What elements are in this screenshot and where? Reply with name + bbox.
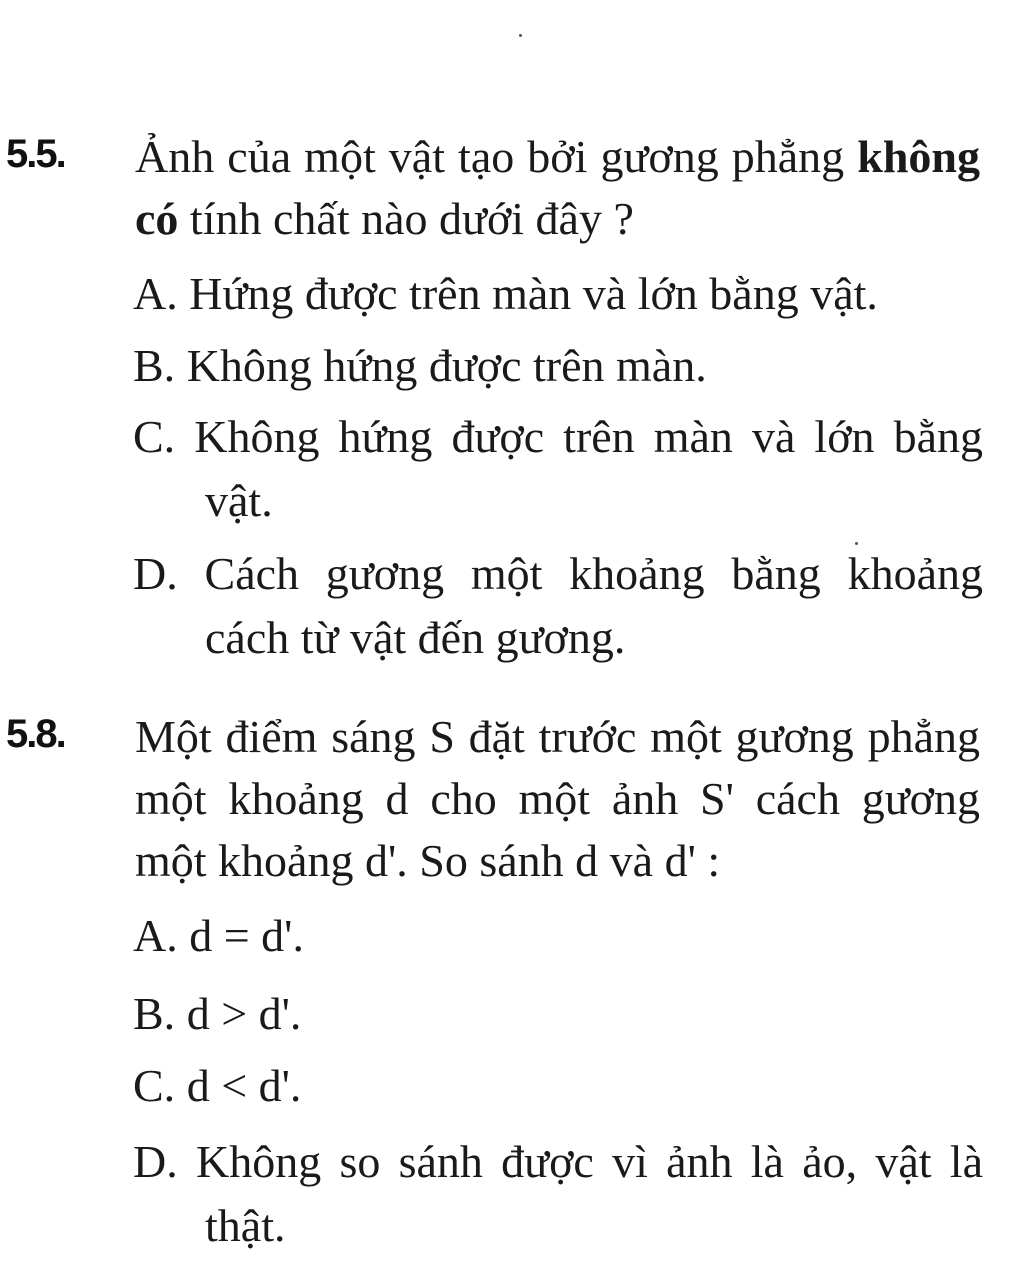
option-a bbox=[133, 904, 983, 968]
option-c bbox=[133, 1054, 983, 1118]
option-text: Không hứng được trên màn và lớn bằng vật. bbox=[194, 411, 983, 526]
option-d bbox=[133, 542, 983, 670]
option-text: d < d'. bbox=[186, 1060, 302, 1111]
option-letter: D. bbox=[133, 1136, 178, 1187]
option-letter: C. bbox=[133, 411, 176, 462]
option-a bbox=[133, 262, 983, 326]
question-number: 5.8. bbox=[6, 712, 65, 756]
question-stem-emphasis: không có bbox=[135, 131, 980, 244]
option-text: d = d'. bbox=[189, 910, 304, 961]
option-text: Không so sánh được vì ảnh là ảo, vật là thật. bbox=[195, 1136, 983, 1251]
option-letter: A. bbox=[133, 910, 178, 961]
option-b bbox=[133, 982, 983, 1046]
option-b bbox=[133, 334, 983, 398]
option-letter: C. bbox=[133, 1060, 176, 1111]
option-letter: D. bbox=[133, 548, 178, 599]
option-c bbox=[133, 405, 983, 533]
question-stem-part1: Ảnh của một vật tạo bởi gương phẳng bbox=[135, 131, 858, 182]
question-stem bbox=[135, 126, 980, 250]
scan-speck bbox=[519, 34, 522, 37]
option-text: Cách gương một khoảng bằng khoảng cách từ vật đến gương. bbox=[204, 548, 983, 663]
option-letter: A. bbox=[133, 268, 178, 319]
option-text: Hứng được trên màn và lớn bằng vật. bbox=[189, 268, 878, 319]
option-text: d > d'. bbox=[186, 988, 302, 1039]
option-letter: B. bbox=[133, 340, 176, 391]
question-stem-part2: tính chất nào dưới đây ? bbox=[178, 193, 634, 244]
question-stem: Một điểm sáng S đặt trước một gương phẳng một khoảng d cho một ảnh S' cách gương một khoảng d'. So sánh d và d' : bbox=[135, 711, 980, 886]
option-letter: B. bbox=[133, 988, 176, 1039]
question-number: 5.5. bbox=[6, 132, 65, 176]
option-text: Không hứng được trên màn. bbox=[186, 340, 707, 391]
option-d bbox=[133, 1130, 983, 1258]
